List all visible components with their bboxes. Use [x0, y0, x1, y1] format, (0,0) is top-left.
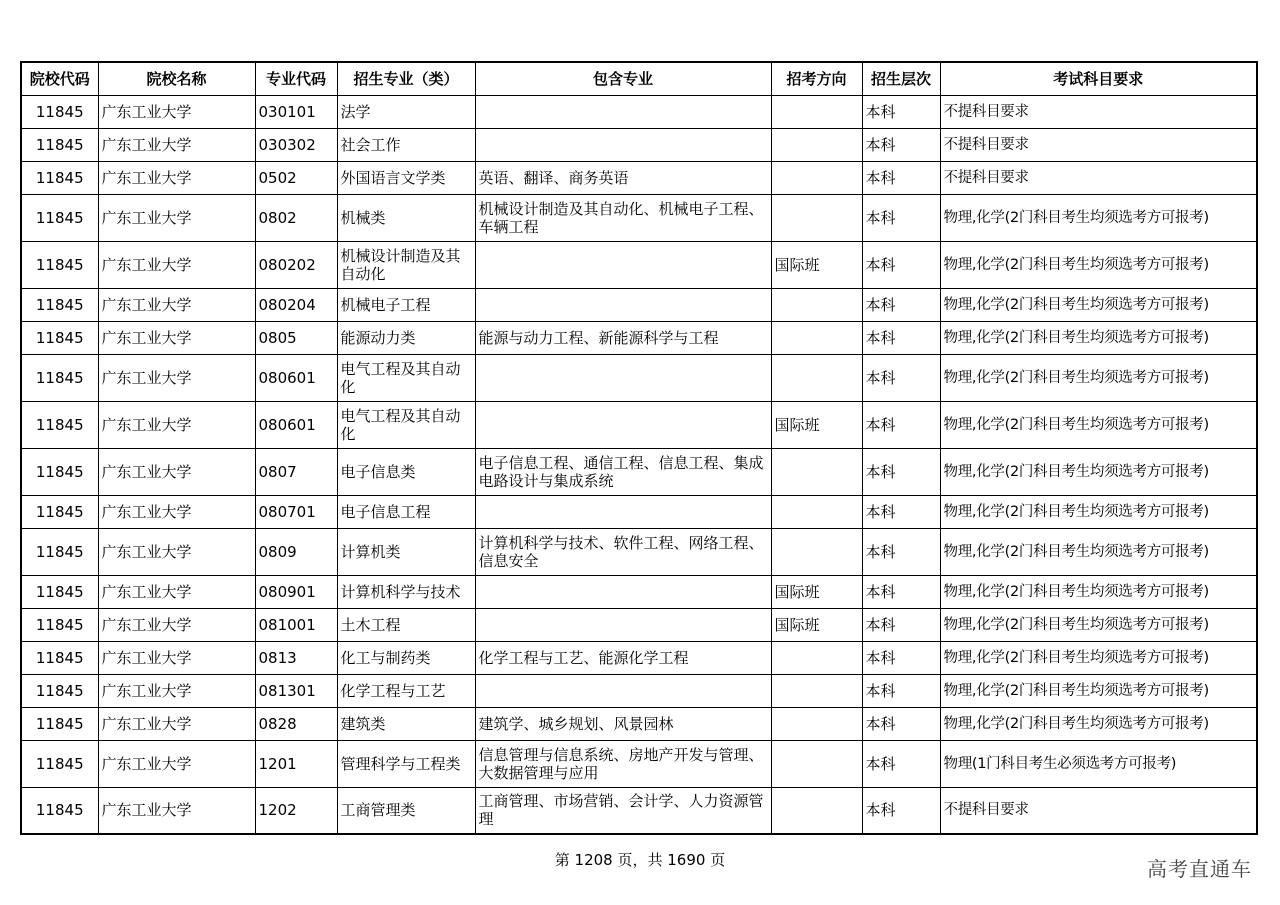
cell-major: 计算机科学与技术 [337, 575, 475, 608]
table-row [21, 740, 1257, 787]
table-header-row [21, 62, 1257, 95]
table-body [21, 95, 1257, 834]
cell-level: 本科 [862, 288, 940, 321]
cell-major: 化工与制药类 [337, 641, 475, 674]
cell-level: 本科 [862, 608, 940, 641]
cell-school-name: 广东工业大学 [98, 194, 255, 241]
admission-table [20, 61, 1258, 835]
cell-school-name: 广东工业大学 [98, 161, 255, 194]
cell-requirement: 不提科目要求 [940, 128, 1257, 161]
cell-direction: 国际班 [771, 401, 862, 448]
table-row [21, 401, 1257, 448]
cell-level: 本科 [862, 740, 940, 787]
cell-school-code: 11845 [21, 401, 98, 448]
cell-included-majors [475, 575, 771, 608]
cell-major-code: 0813 [255, 641, 337, 674]
cell-requirement: 物理,化学(2门科目考生均须选考方可报考) [940, 194, 1257, 241]
cell-included-majors: 计算机科学与技术、软件工程、网络工程、信息安全 [475, 528, 771, 575]
header-school-code: 院校代码 [21, 62, 98, 95]
cell-school-code: 11845 [21, 288, 98, 321]
cell-direction [771, 354, 862, 401]
cell-requirement: 物理,化学(2门科目考生均须选考方可报考) [940, 495, 1257, 528]
table-row [21, 528, 1257, 575]
cell-level: 本科 [862, 241, 940, 288]
cell-major: 机械电子工程 [337, 288, 475, 321]
cell-requirement: 不提科目要求 [940, 95, 1257, 128]
cell-direction [771, 128, 862, 161]
cell-major: 社会工作 [337, 128, 475, 161]
cell-school-name: 广东工业大学 [98, 321, 255, 354]
cell-major: 外国语言文学类 [337, 161, 475, 194]
cell-level: 本科 [862, 161, 940, 194]
cell-school-name: 广东工业大学 [98, 707, 255, 740]
cell-school-name: 广东工业大学 [98, 241, 255, 288]
cell-direction [771, 194, 862, 241]
cell-level: 本科 [862, 641, 940, 674]
cell-included-majors [475, 95, 771, 128]
watermark-logo-text: 高考直通车 [1147, 857, 1252, 881]
cell-requirement: 不提科目要求 [940, 161, 1257, 194]
cell-level: 本科 [862, 194, 940, 241]
cell-included-majors: 机械设计制造及其自动化、机械电子工程、车辆工程 [475, 194, 771, 241]
cell-level: 本科 [862, 787, 940, 834]
cell-major: 电气工程及其自动化 [337, 354, 475, 401]
cell-major: 能源动力类 [337, 321, 475, 354]
cell-school-code: 11845 [21, 161, 98, 194]
cell-major: 土木工程 [337, 608, 475, 641]
table-row [21, 161, 1257, 194]
cell-included-majors [475, 495, 771, 528]
cell-level: 本科 [862, 575, 940, 608]
cell-direction [771, 321, 862, 354]
cell-school-name: 广东工业大学 [98, 448, 255, 495]
cell-major: 机械类 [337, 194, 475, 241]
cell-school-code: 11845 [21, 241, 98, 288]
table-row [21, 448, 1257, 495]
header-school-name: 院校名称 [98, 62, 255, 95]
cell-major-code: 0805 [255, 321, 337, 354]
cell-school-code: 11845 [21, 674, 98, 707]
table-row [21, 608, 1257, 641]
cell-major-code: 0502 [255, 161, 337, 194]
cell-school-name: 广东工业大学 [98, 495, 255, 528]
cell-direction [771, 641, 862, 674]
cell-direction [771, 707, 862, 740]
cell-school-code: 11845 [21, 194, 98, 241]
cell-major: 化学工程与工艺 [337, 674, 475, 707]
cell-school-code: 11845 [21, 575, 98, 608]
cell-school-name: 广东工业大学 [98, 575, 255, 608]
cell-included-majors: 能源与动力工程、新能源科学与工程 [475, 321, 771, 354]
cell-major: 机械设计制造及其自动化 [337, 241, 475, 288]
cell-school-code: 11845 [21, 707, 98, 740]
cell-major-code: 080701 [255, 495, 337, 528]
cell-school-code: 11845 [21, 787, 98, 834]
cell-included-majors [475, 401, 771, 448]
cell-included-majors [475, 288, 771, 321]
cell-major-code: 0828 [255, 707, 337, 740]
cell-requirement: 物理,化学(2门科目考生均须选考方可报考) [940, 288, 1257, 321]
cell-included-majors [475, 674, 771, 707]
cell-major: 电子信息类 [337, 448, 475, 495]
cell-major-code: 081301 [255, 674, 337, 707]
table-row [21, 674, 1257, 707]
cell-requirement: 物理,化学(2门科目考生均须选考方可报考) [940, 321, 1257, 354]
cell-school-name: 广东工业大学 [98, 740, 255, 787]
cell-major-code: 0802 [255, 194, 337, 241]
cell-level: 本科 [862, 674, 940, 707]
cell-included-majors: 建筑学、城乡规划、风景园林 [475, 707, 771, 740]
cell-included-majors [475, 128, 771, 161]
cell-major-code: 1201 [255, 740, 337, 787]
cell-level: 本科 [862, 401, 940, 448]
cell-requirement: 物理,化学(2门科目考生均须选考方可报考) [940, 674, 1257, 707]
cell-school-code: 11845 [21, 354, 98, 401]
cell-requirement: 物理,化学(2门科目考生均须选考方可报考) [940, 241, 1257, 288]
cell-included-majors: 信息管理与信息系统、房地产开发与管理、大数据管理与应用 [475, 740, 771, 787]
cell-school-name: 广东工业大学 [98, 95, 255, 128]
cell-major-code: 080601 [255, 401, 337, 448]
cell-direction [771, 674, 862, 707]
table-row [21, 575, 1257, 608]
cell-major: 计算机类 [337, 528, 475, 575]
table-row [21, 707, 1257, 740]
cell-school-name: 广东工业大学 [98, 608, 255, 641]
cell-school-code: 11845 [21, 321, 98, 354]
cell-school-code: 11845 [21, 95, 98, 128]
cell-major: 工商管理类 [337, 787, 475, 834]
cell-level: 本科 [862, 495, 940, 528]
cell-major: 法学 [337, 95, 475, 128]
cell-major-code: 080204 [255, 288, 337, 321]
table-row [21, 288, 1257, 321]
cell-requirement: 物理,化学(2门科目考生均须选考方可报考) [940, 401, 1257, 448]
cell-school-code: 11845 [21, 448, 98, 495]
cell-level: 本科 [862, 707, 940, 740]
cell-school-name: 广东工业大学 [98, 128, 255, 161]
table-row [21, 95, 1257, 128]
cell-school-name: 广东工业大学 [98, 528, 255, 575]
cell-school-code: 11845 [21, 528, 98, 575]
cell-school-name: 广东工业大学 [98, 354, 255, 401]
table-row [21, 641, 1257, 674]
header-level: 招生层次 [862, 62, 940, 95]
cell-school-name: 广东工业大学 [98, 674, 255, 707]
cell-level: 本科 [862, 448, 940, 495]
cell-direction: 国际班 [771, 608, 862, 641]
cell-included-majors [475, 354, 771, 401]
table-row [21, 354, 1257, 401]
cell-requirement: 物理,化学(2门科目考生均须选考方可报考) [940, 448, 1257, 495]
cell-school-code: 11845 [21, 128, 98, 161]
header-direction: 招考方向 [771, 62, 862, 95]
cell-included-majors: 电子信息工程、通信工程、信息工程、集成电路设计与集成系统 [475, 448, 771, 495]
table-row [21, 128, 1257, 161]
cell-school-name: 广东工业大学 [98, 401, 255, 448]
cell-requirement: 物理(1门科目考生必须选考方可报考) [940, 740, 1257, 787]
cell-major: 建筑类 [337, 707, 475, 740]
cell-major-code: 0807 [255, 448, 337, 495]
cell-included-majors [475, 241, 771, 288]
cell-major: 电气工程及其自动化 [337, 401, 475, 448]
cell-major-code: 080901 [255, 575, 337, 608]
cell-requirement: 物理,化学(2门科目考生均须选考方可报考) [940, 707, 1257, 740]
cell-level: 本科 [862, 354, 940, 401]
table-row [21, 787, 1257, 834]
cell-major-code: 030302 [255, 128, 337, 161]
cell-school-name: 广东工业大学 [98, 787, 255, 834]
cell-direction [771, 288, 862, 321]
cell-major-code: 030101 [255, 95, 337, 128]
cell-direction [771, 161, 862, 194]
cell-level: 本科 [862, 321, 940, 354]
header-major: 招生专业（类） [337, 62, 475, 95]
table-row [21, 495, 1257, 528]
cell-included-majors [475, 608, 771, 641]
cell-school-code: 11845 [21, 608, 98, 641]
cell-major-code: 080601 [255, 354, 337, 401]
header-requirement: 考试科目要求 [940, 62, 1257, 95]
cell-requirement: 物理,化学(2门科目考生均须选考方可报考) [940, 354, 1257, 401]
cell-major-code: 081001 [255, 608, 337, 641]
cell-level: 本科 [862, 528, 940, 575]
cell-major: 电子信息工程 [337, 495, 475, 528]
cell-requirement: 物理,化学(2门科目考生均须选考方可报考) [940, 575, 1257, 608]
cell-major-code: 1202 [255, 787, 337, 834]
cell-direction [771, 448, 862, 495]
cell-level: 本科 [862, 128, 940, 161]
page-number: 第 1208 页，共 1690 页 [554, 851, 726, 869]
cell-major-code: 0809 [255, 528, 337, 575]
cell-direction: 国际班 [771, 241, 862, 288]
cell-school-name: 广东工业大学 [98, 641, 255, 674]
cell-requirement: 物理,化学(2门科目考生均须选考方可报考) [940, 608, 1257, 641]
table-row [21, 194, 1257, 241]
cell-direction [771, 95, 862, 128]
header-major-code: 专业代码 [255, 62, 337, 95]
cell-school-name: 广东工业大学 [98, 288, 255, 321]
cell-major: 管理科学与工程类 [337, 740, 475, 787]
cell-major-code: 080202 [255, 241, 337, 288]
cell-included-majors: 工商管理、市场营销、会计学、人力资源管理 [475, 787, 771, 834]
cell-direction [771, 740, 862, 787]
cell-requirement: 物理,化学(2门科目考生均须选考方可报考) [940, 528, 1257, 575]
cell-level: 本科 [862, 95, 940, 128]
cell-included-majors: 英语、翻译、商务英语 [475, 161, 771, 194]
header-included-majors: 包含专业 [475, 62, 771, 95]
cell-school-code: 11845 [21, 740, 98, 787]
cell-direction [771, 528, 862, 575]
cell-requirement: 不提科目要求 [940, 787, 1257, 834]
cell-direction [771, 495, 862, 528]
table-row [21, 241, 1257, 288]
cell-direction: 国际班 [771, 575, 862, 608]
cell-school-code: 11845 [21, 641, 98, 674]
cell-school-code: 11845 [21, 495, 98, 528]
cell-direction [771, 787, 862, 834]
table-row [21, 321, 1257, 354]
cell-requirement: 物理,化学(2门科目考生均须选考方可报考) [940, 641, 1257, 674]
cell-included-majors: 化学工程与工艺、能源化学工程 [475, 641, 771, 674]
